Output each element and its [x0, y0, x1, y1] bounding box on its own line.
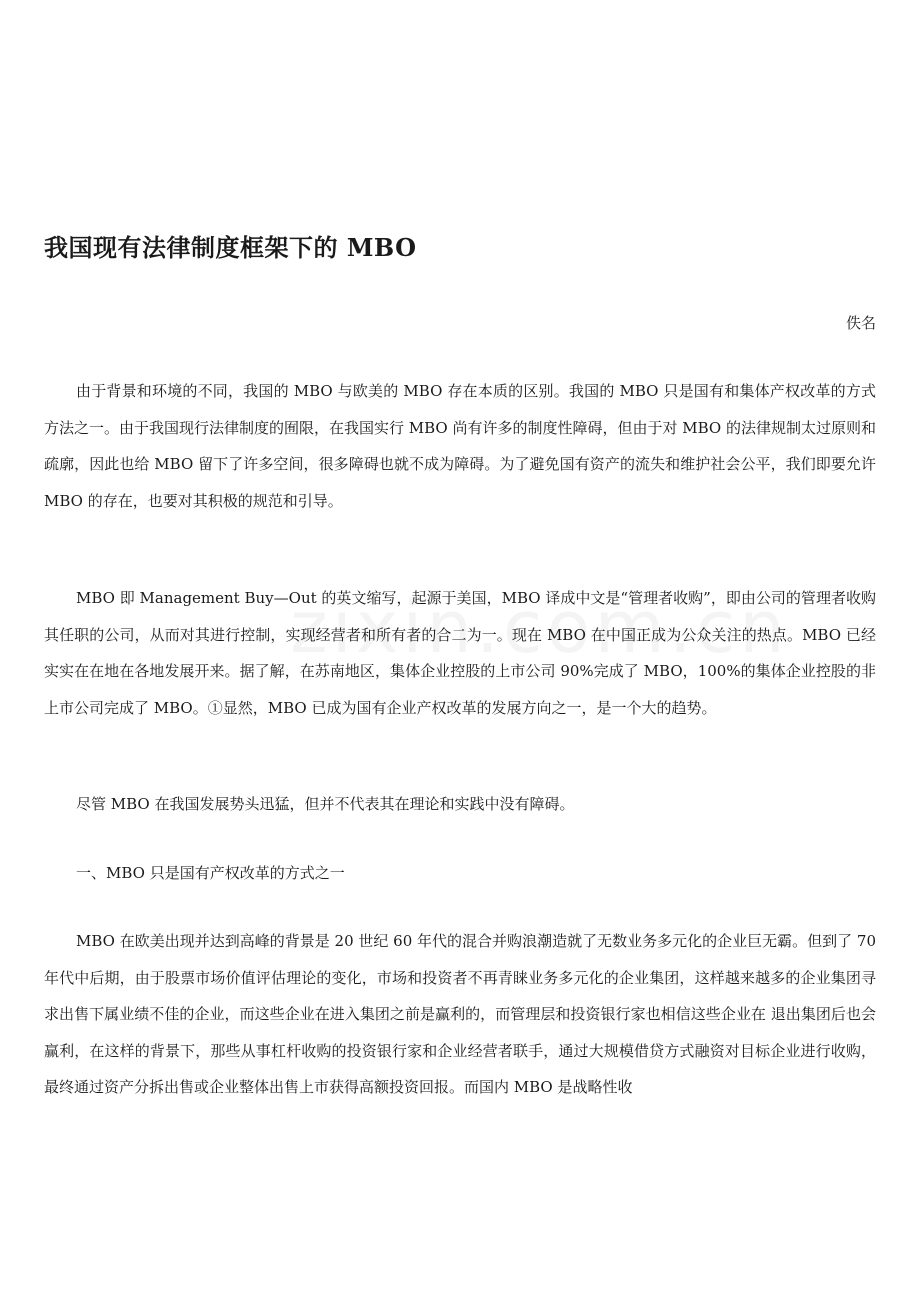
section-heading-1: 一、MBO 只是国有产权改革的方式之一 — [76, 864, 345, 882]
paragraph-background: MBO 在欧美出现并达到高峰的背景是 20 世纪 60 年代的混合并购浪潮造就了无数业务多元化的企业巨无霸。但到了 70 年代中后期，由于股票市场价值评估理论的变化，市场和投资者不再青睐业务多元化的企业集团，这样越来越多的企业集团寻求出售下属业绩不佳的企业，而这些企业在进入集团之前是赢利的，而管理层和投资银行家也相信这些企业在 退出集团后也会赢利，在这样的背景下，那些从事杠杆收购的投资银行家和企业经营者联手，通过大规模借贷方式融资对目标企业进行收购，最终通过资产分拆出售或企业整体出售上市获得高额投资回报。而国内 MBO 是战略性收 — [44, 932, 876, 1096]
paragraph-obstacles: 尽管 MBO 在我国发展势头迅猛，但并不代表其在理论和实践中没有障碍。 — [76, 795, 575, 813]
paragraph-intro: 由于背景和环境的不同，我国的 MBO 与欧美的 MBO 存在本质的区别。我国的 MBO 只是国有和集体产权改革的方式方法之一。由于我国现行法律制度的囿限，在我国实行 MBO 尚有许多的制度性障碍，但由于对 MBO 的法律规制太过原则和疏廓，因此也给 MBO 留下了许多空间，很多障碍也就不成为障碍。为了避免国有资产的流失和维护社会公平，我们即要允许 MBO 的存在，也要对其积极的规范和引导。 — [44, 382, 876, 510]
paragraph-mbo-definition: MBO 即 Management Buy—Out 的英文缩写，起源于美国，MBO 译成中文是“管理者收购”，即由公司的管理者收购其任职的公司，从而对其进行控制，实现经营者和所有者的合二为一。现在 MBO 在中国正成为公众关注的热点。MBO 已经实实在在地在各地发展开来。据了解，在苏南地区，集体企业控股的上市公司 90%完成了 MBO，100%的集体企业控股的非上市公司完成了 MBO。①显然，MBO 已成为国有企业产权改革的发展方向之一，是一个大的趋势。 — [44, 589, 876, 717]
document-title: 我国现有法律制度框架下的 MBO — [44, 233, 417, 262]
author-name: 佚名 — [845, 314, 876, 332]
